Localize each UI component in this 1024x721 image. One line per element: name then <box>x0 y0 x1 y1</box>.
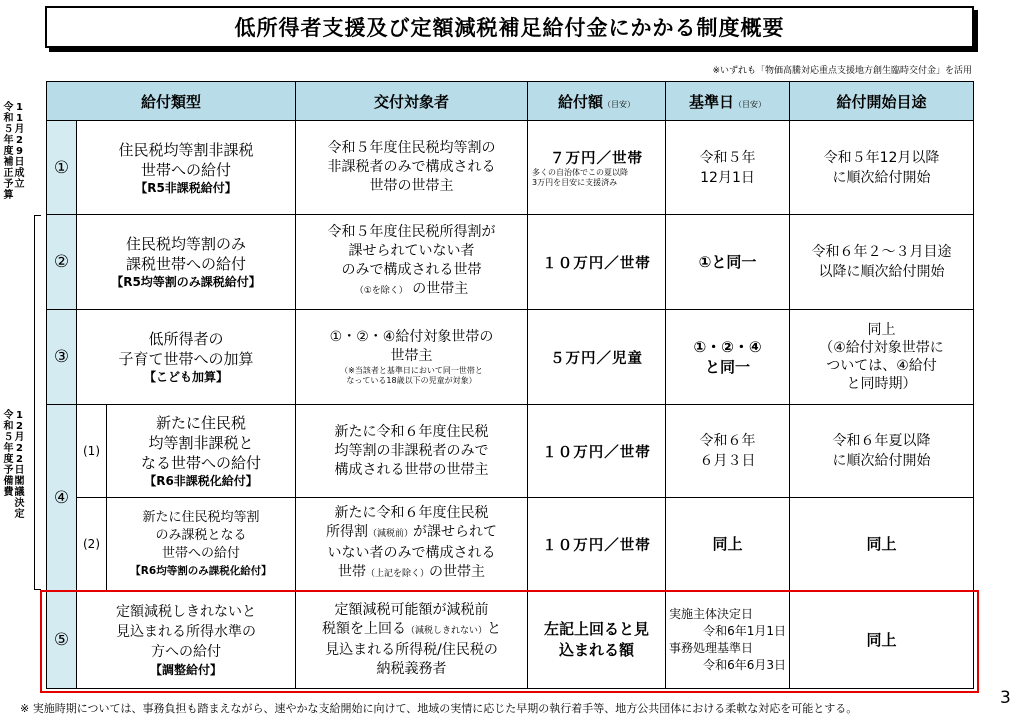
side-label-char: 備 <box>3 476 14 487</box>
base-date: 令和５年 12月1日 <box>666 121 790 215</box>
type-text: 低所得者の 子育て世帯への加算 <box>118 330 254 368</box>
target-note-excl: （上記を除く） <box>365 569 429 579</box>
side-label-char: 1 <box>16 102 23 113</box>
table-row <box>47 215 974 310</box>
side-label-char: 日 <box>14 465 25 476</box>
target-recipient: 新たに令和６年度住民税 均等割の非課税者のみで 構成される世帯の世帯主 <box>296 405 528 498</box>
row-number: ① <box>47 121 77 215</box>
side-label-char: 年 <box>3 135 14 146</box>
page-number: 3 <box>1000 688 1011 708</box>
side-label-char: 日 <box>14 157 25 168</box>
side-label-char: ５ <box>3 124 14 135</box>
benefit-amount: １０万円／世帯 <box>528 405 666 498</box>
target-recipient <box>296 498 528 591</box>
start-timing: 令和６年２～３月目途 以降に順次給付開始 <box>790 215 974 310</box>
row-number: ⑤ <box>47 591 77 689</box>
type-code: 【R6非課税化給付】 <box>144 474 258 488</box>
type-text: 定額減税しきれないと 見込まれる所得水準の 方への給付 <box>116 603 256 660</box>
header-start: 給付開始目途 <box>790 82 974 121</box>
start-timing: 同上 <box>790 591 974 689</box>
side-label-upper-date <box>14 102 25 201</box>
side-label-char: 2 <box>16 454 23 465</box>
side-label-char: 和 <box>3 113 14 124</box>
target-text: ①・②・④給付対象世帯の 世帯主 <box>329 329 494 364</box>
target-note-pretax: （減税前） <box>367 529 413 539</box>
target-end: の世帯主 <box>429 564 485 580</box>
side-label-char: 正 <box>3 168 14 179</box>
side-label-char: 議 <box>14 487 25 498</box>
type-text: 新たに住民税均等割 のみ課税となる 世帯への給付 <box>142 510 260 561</box>
target-text-cont: と 見込まれる所得税/住民税の 納税義務者 <box>325 620 501 677</box>
start-timing: 同上 <box>790 498 974 591</box>
side-label-upper <box>3 102 25 201</box>
benefit-amount <box>528 121 666 215</box>
table-row <box>47 310 974 405</box>
benefit-type <box>77 121 296 215</box>
side-label-char: 9 <box>16 146 23 157</box>
target-note: （減税しきれない） <box>405 625 487 636</box>
benefit-type <box>107 405 296 498</box>
type-code: 【調整給付】 <box>149 662 222 677</box>
side-label-char: 成 <box>14 168 25 179</box>
target-text-cont: が課せられて いない者のみで構成される 世帯 <box>327 524 497 580</box>
type-code: 【R6均等割のみ課税化給付】 <box>130 565 272 577</box>
side-label-char: 月 <box>14 124 25 135</box>
target-recipient <box>296 310 528 405</box>
side-label-char: 度 <box>3 146 14 157</box>
side-label-char: 定 <box>14 509 25 520</box>
side-label-char: 閣 <box>14 476 25 487</box>
table-row <box>47 498 974 591</box>
target-text: 定額減税可能額が減税前 税額を上回る <box>321 601 489 637</box>
row-number: ③ <box>47 310 77 405</box>
table-header-row <box>47 82 974 121</box>
target-recipient <box>296 215 528 310</box>
target-text: 令和５年度住民税所得割が 課せられていない者 のみで構成される世帯 <box>327 224 496 278</box>
side-label-char: 令 <box>3 102 14 113</box>
type-code: 【こども加算】 <box>143 370 228 384</box>
side-label-char: 費 <box>3 487 14 498</box>
header-type: 給付類型 <box>47 82 296 121</box>
target-recipient <box>296 591 528 689</box>
side-label-upper-budget <box>3 102 14 201</box>
side-label-char: 月 <box>14 432 25 443</box>
side-label-lower-budget <box>3 410 14 520</box>
date-line-3: 事務処理基準日 <box>669 640 754 655</box>
benefit-amount: １０万円／世帯 <box>528 498 666 591</box>
table-row <box>47 121 974 215</box>
side-label-char: 1 <box>16 410 23 421</box>
sub-number: (1) <box>77 405 107 498</box>
side-label-char: 予 <box>3 465 14 476</box>
table-row <box>47 591 974 689</box>
side-label-char: 予 <box>3 179 14 190</box>
target-recipient: 令和５年度住民税均等割の 非課税者のみで構成される 世帯の世帯主 <box>296 121 528 215</box>
side-label-char: 算 <box>3 190 14 201</box>
row-number: ② <box>47 215 77 310</box>
type-text: 新たに住民税 均等割非課税と なる世帯への給付 <box>140 414 261 472</box>
start-timing: 令和５年12月以降 に順次給付開始 <box>790 121 974 215</box>
side-label-lower-date <box>14 410 25 520</box>
header-date: 基準日（目安） <box>666 82 790 121</box>
footnote: ※ 実施時期については、事務負担も踏まえながら、速やかな支給開始に向けて、地域の実情に応じた早期の執行着手等、地方公共団体における柔軟な対応を可能とする。 <box>20 702 858 715</box>
base-date: 令和６年 ６月３日 <box>666 405 790 498</box>
base-date: 同上 <box>666 498 790 591</box>
type-code: 【R5非課税給付】 <box>135 180 237 195</box>
benefit-type <box>77 310 296 405</box>
side-label-char: 和 <box>3 421 14 432</box>
side-label-char: 決 <box>14 498 25 509</box>
date-line-2: 令和6年1月1日 <box>703 623 786 638</box>
amount-text: ７万円／世帯 <box>550 151 643 167</box>
side-label-char: 年 <box>3 443 14 454</box>
type-text: 住民税均等割のみ 課税世帯への給付 <box>125 235 246 273</box>
side-label-char: 2 <box>16 421 23 432</box>
table-row <box>47 405 974 498</box>
side-label-char: ５ <box>3 432 14 443</box>
header-target: 交付対象者 <box>296 82 528 121</box>
target-note: （①を除く） <box>354 286 408 296</box>
benefit-type <box>107 498 296 591</box>
benefit-amount: 左記上回ると見 込まれる額 <box>528 591 666 689</box>
benefit-table <box>46 81 974 689</box>
side-label-char: 2 <box>16 443 23 454</box>
side-label-char: 2 <box>16 135 23 146</box>
side-label-char: 立 <box>14 179 25 190</box>
side-label-char: 令 <box>3 410 14 421</box>
date-line-4: 令和6年6月3日 <box>703 657 786 672</box>
row-number: ④ <box>47 405 77 591</box>
target-note: （※当該者と基準日において同一世帯と なっている18歳以下の児童が対象） <box>340 366 483 385</box>
benefit-amount: １０万円／世帯 <box>528 215 666 310</box>
amount-note: 多くの自治体でこの夏以降 3万円を目安に支援済み <box>532 168 628 187</box>
header-amount: 給付額（目安） <box>528 82 666 121</box>
side-label-lower <box>3 410 25 520</box>
base-date: ①と同一 <box>666 215 790 310</box>
start-timing: 同上 （④給付対象世帯に ついては、④給付 と同時期） <box>790 310 974 405</box>
type-text: 住民税均等割非課税 世帯への給付 <box>118 140 254 179</box>
start-timing: 令和６年夏以降 に順次給付開始 <box>790 405 974 498</box>
base-date: ①・②・④ と同一 <box>666 310 790 405</box>
side-label-char: 補 <box>3 157 14 168</box>
date-line-1: 実施主体決定日 <box>669 606 754 621</box>
sub-number: (2) <box>77 498 107 591</box>
benefit-type <box>77 215 296 310</box>
benefit-amount: ５万円／児童 <box>528 310 666 405</box>
funding-note: ※いずれも「物価高騰対応重点支援地方創生臨時交付金」を活用 <box>712 66 972 76</box>
side-label-char: 1 <box>16 113 23 124</box>
target-text: 新たに令和６年度住民税 所得割 <box>325 505 489 540</box>
side-label-char: 度 <box>3 454 14 465</box>
target-end: の世帯主 <box>412 281 469 297</box>
page-title: 低所得者支援及び定額減税補足給付金にかかる制度概要 <box>45 6 974 48</box>
benefit-type <box>77 591 296 689</box>
base-date <box>666 591 790 689</box>
type-code: 【R5均等割のみ課税給付】 <box>111 275 261 289</box>
side-bracket <box>34 215 41 590</box>
